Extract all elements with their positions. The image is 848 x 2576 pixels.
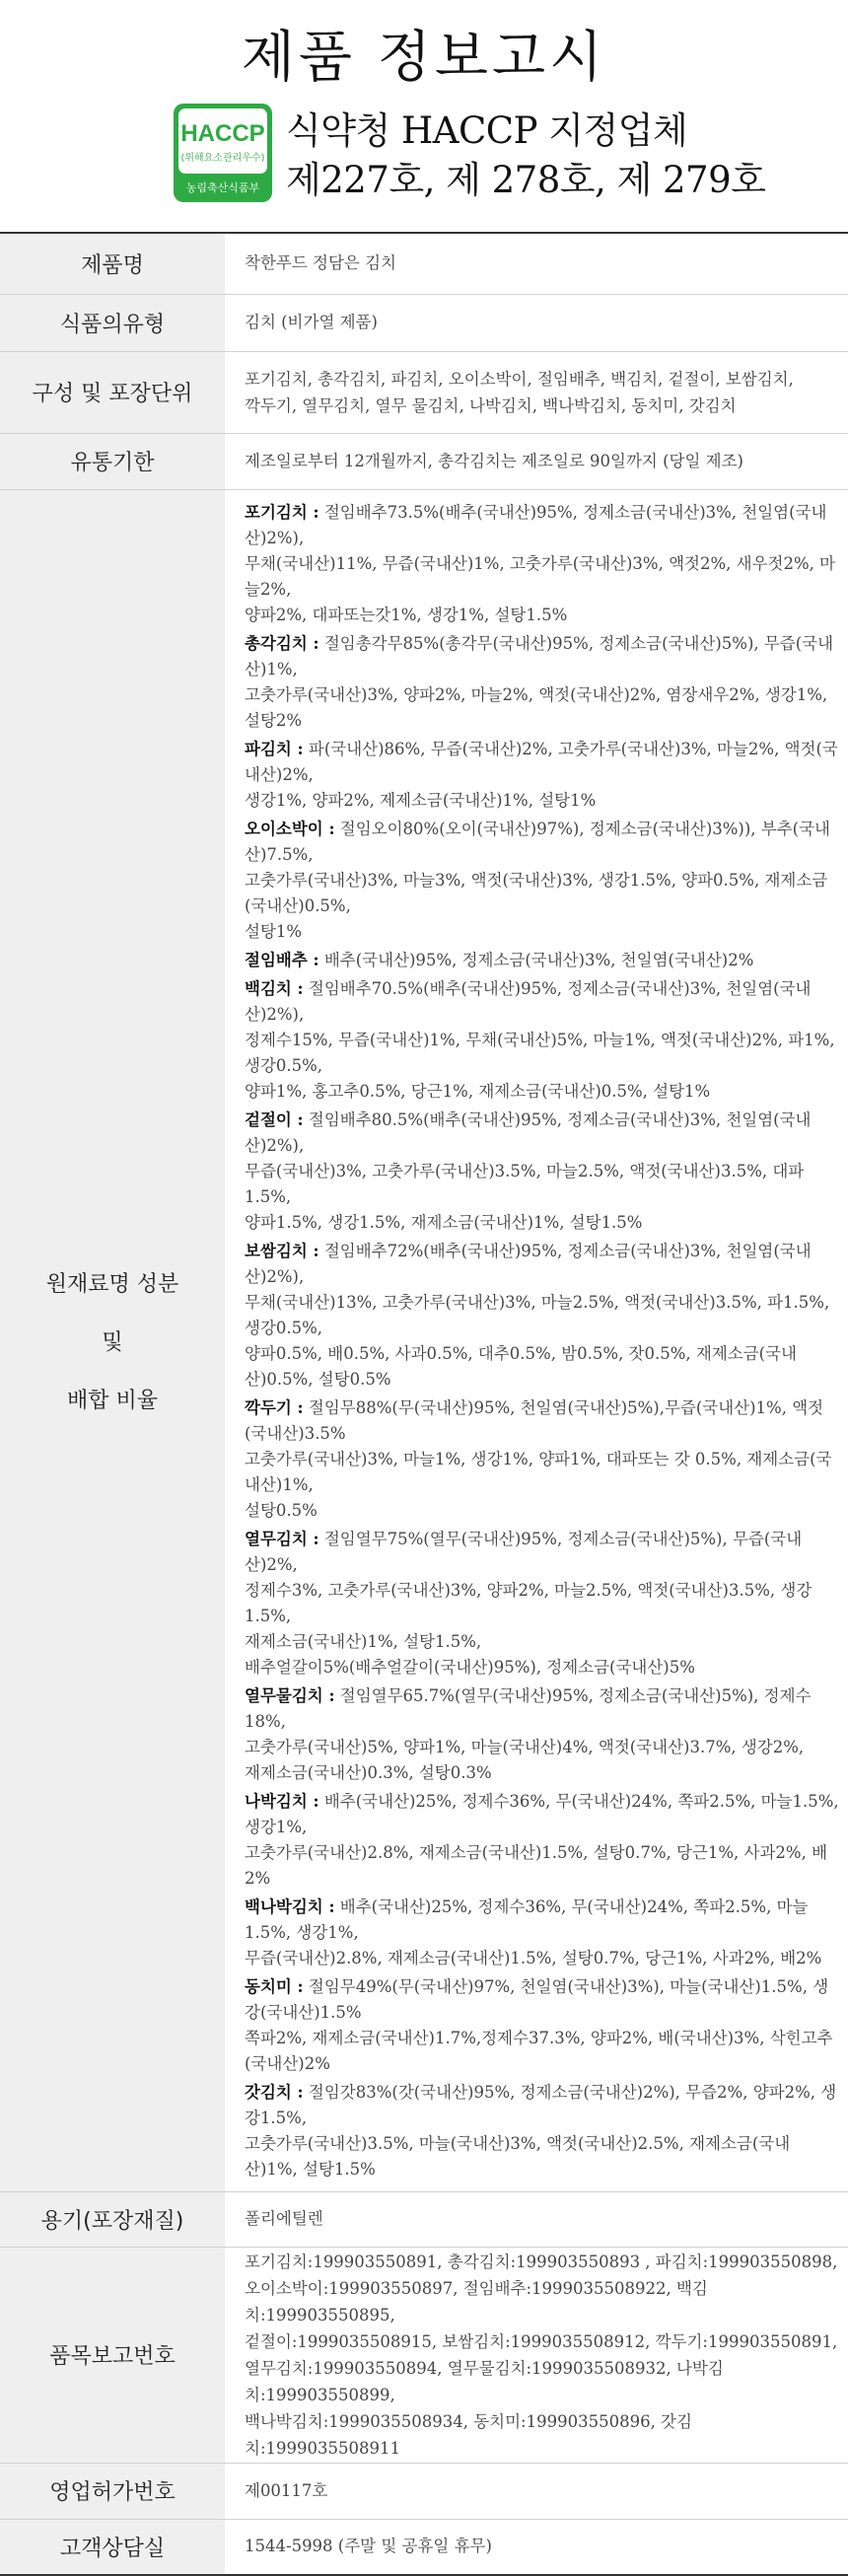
ingredient-line: [245, 1840, 842, 1892]
ingredient-line: [245, 1498, 842, 1524]
ingredient-name: 백김치 :: [245, 978, 304, 998]
ingredient-text: 절임배추73.5%(배추(국내산)95%, 정제소금(국내산)3%, 천일염(국내산)2%),: [245, 502, 827, 547]
row-ingredients: [0, 489, 848, 2191]
value-business-license: 제00117호: [225, 2463, 848, 2519]
ingredient-item: [245, 1108, 842, 1236]
composition-line: 포기김치, 총각김치, 파김치, 오이소박이, 절임배추, 백김치, 겉절이, 보쌈김치,: [245, 369, 794, 389]
ingredient-text: 절임배추80.5%(배추(국내산)95%, 정제소금(국내산)3%, 천일염(국내산)2%),: [245, 1109, 812, 1155]
ingredient-text: 절임배추72%(배추(국내산)95%, 정제소금(국내산)3%, 천일염(국내산)2%),: [245, 1241, 812, 1286]
ingredient-text: 고춧가루(국내산)3%, 마늘1%, 생강1%, 양파1%, 대파또는 갓 0.5%, 재제소금(국내산)1%,: [245, 1449, 832, 1494]
ingredient-line: [245, 1895, 842, 1946]
ingredients-label-line: 원재료명 성분: [45, 1271, 179, 1297]
ingredient-text: 생강1%, 양파2%, 제제소금(국내산)1%, 설탕1%: [245, 790, 597, 810]
ingredient-line: [245, 682, 842, 734]
row-business-license: [0, 2463, 848, 2519]
ingredient-line: [245, 1341, 842, 1393]
row-container: [0, 2191, 848, 2247]
ingredient-text: 무즙(국내산)2.8%, 재제소금(국내산)1.5%, 설탕0.7%, 당근1%, 사과2%, 배2%: [245, 1948, 822, 1968]
row-report-number: [0, 2247, 848, 2463]
ingredient-line: [245, 1210, 842, 1236]
row-customer-service: [0, 2519, 848, 2575]
ingredient-line: [245, 1655, 842, 1681]
ingredient-line: [245, 1290, 842, 1341]
row-composition: [0, 351, 848, 433]
ingredient-line: [245, 1527, 842, 1578]
ingredient-text: 양파0.5%, 배0.5%, 사과0.5%, 대추0.5%, 밤0.5%, 잣0.5%, 재제소금(국내산)0.5%, 설탕0.5%: [245, 1343, 797, 1389]
ingredient-name: 파김치 :: [245, 739, 304, 758]
ingredients-list: [225, 489, 848, 2191]
ingredient-text: 설탕1%: [245, 921, 303, 941]
ingredient-line: [245, 1028, 842, 1079]
haccp-logo-subtext: (위해요소관리우수): [180, 153, 265, 164]
value-product-name: 착한푸드 정담은 김치: [225, 233, 848, 294]
ingredient-line: [245, 2131, 842, 2182]
ingredient-text: 절임총각무85%(총각무(국내산)95%, 정제소금(국내산)5%), 무즙(국내산)1%,: [245, 633, 834, 679]
ingredient-line: [245, 919, 842, 945]
value-shelf-life: 제조일로부터 12개월까지, 총각김치는 제조일로 90일까지 (당일 제조): [225, 433, 848, 489]
ingredient-name: 보쌈김치 :: [245, 1241, 319, 1260]
ingredient-line: [245, 1683, 842, 1735]
ingredient-line: [245, 817, 842, 868]
ingredient-name: 깍두기 :: [245, 1397, 304, 1417]
label-product-name: 제품명: [0, 233, 225, 294]
certification-line-1: 식약청 HACCP 지정업체: [286, 109, 688, 152]
ingredient-text: 절임열무75%(열무(국내산)95%, 정제소금(국내산)5%), 무즙(국내산)2%,: [245, 1529, 803, 1574]
ingredient-line: [245, 1447, 842, 1498]
page-title: 제품 정보고시: [241, 26, 607, 90]
haccp-logo: [174, 104, 272, 202]
ingredient-text: 재제소금(국내산)1%, 설탕1.5%,: [245, 1631, 482, 1651]
ingredient-text: 절임오이80%(오이(국내산)97%), 정제소금(국내산)3%)), 부추(국내산)7.5%,: [245, 819, 830, 864]
ingredient-item: [245, 1527, 842, 1681]
certification-line-2: 제227호, 제 278호, 제 279호: [286, 159, 766, 201]
ingredient-name: 열무김치 :: [245, 1529, 319, 1548]
ingredient-name: 백나박김치 :: [245, 1896, 335, 1916]
ingredient-line: [245, 788, 842, 814]
label-report-number: 품목보고번호: [0, 2247, 225, 2463]
ingredient-name: 오이소박이 :: [245, 819, 335, 838]
ingredient-line: [245, 1629, 842, 1655]
ingredient-line: [245, 1079, 842, 1105]
ingredient-line: [245, 500, 842, 551]
haccp-logo-ministry: 농림축산식품부: [185, 181, 260, 194]
ingredient-text: 파(국내산)86%, 무즙(국내산)2%, 고춧가루(국내산)3%, 마늘2%, 액젓(국내산)2%,: [245, 739, 838, 784]
ingredient-item: [245, 2080, 842, 2182]
ingredient-line: [245, 1735, 842, 1760]
row-food-type: [0, 294, 848, 351]
ingredient-text: 배추(국내산)95%, 정제소금(국내산)3%, 천일염(국내산)2%: [318, 950, 754, 969]
ingredient-text: 배추(국내산)25%, 정제수36%, 무(국내산)24%, 쪽파2.5%, 마늘1.5%, 생강1%,: [245, 1896, 809, 1942]
ingredient-item: [245, 1395, 842, 1524]
ingredient-item: [245, 737, 842, 814]
ingredient-line: [245, 737, 842, 788]
ingredient-text: 고춧가루(국내산)2.8%, 재제소금(국내산)1.5%, 설탕0.7%, 당근1%, 사과2%, 배2%: [245, 1842, 828, 1888]
ingredient-name: 동치미 :: [245, 1976, 304, 1996]
ingredient-text: 절임갓83%(갓(국내산)95%, 정제소금(국내산)2%), 무즙2%, 양파2%, 생강1.5%,: [245, 2082, 837, 2127]
ingredients-label-line: 및: [102, 1329, 123, 1355]
ingredient-item: [245, 631, 842, 734]
ingredient-text: 정제수15%, 무즙(국내산)1%, 무채(국내산)5%, 마늘1%, 액젓(국내산)2%, 파1%, 생강0.5%,: [245, 1030, 835, 1075]
ingredient-text: 고춧가루(국내산)3%, 양파2%, 마늘2%, 액젓(국내산)2%, 염장새우2%, 생강1%, 설탕2%: [245, 684, 828, 730]
ingredient-line: [245, 1395, 842, 1447]
ingredient-text: 양파1.5%, 생강1.5%, 재제소금(국내산)1%, 설탕1.5%: [245, 1212, 643, 1232]
ingredient-item: [245, 976, 842, 1105]
value-composition: [225, 351, 848, 433]
ingredient-item: [245, 1239, 842, 1393]
ingredient-item: [245, 1974, 842, 2077]
ingredient-line: [245, 1108, 842, 1159]
label-business-license: 영업허가번호: [0, 2463, 225, 2519]
product-info-table: [0, 232, 848, 2576]
ingredient-text: 절임무88%(무(국내산)95%, 천일염(국내산)5%),무즙(국내산)1%, 액젓(국내산)3.5%: [245, 1397, 824, 1443]
row-product-name: [0, 233, 848, 294]
value-report-number: [225, 2247, 848, 2463]
report-number-line: 오이소박이:199903550897, 절임배추:1999035508922, 백김치:199903550895,: [245, 2278, 708, 2325]
row-shelf-life: [0, 433, 848, 489]
ingredient-text: 배추(국내산)25%, 정제수36%, 무(국내산)24%, 쪽파2.5%, 마늘1.5%, 생강1%,: [245, 1791, 839, 1836]
ingredient-name: 열무물김치 :: [245, 1685, 335, 1705]
ingredient-line: [245, 1760, 842, 1786]
ingredient-line: [245, 976, 842, 1028]
ingredient-line: [245, 2026, 842, 2077]
value-container: 폴리에틸렌: [225, 2191, 848, 2247]
ingredient-line: [245, 551, 842, 603]
ingredient-text: 재제소금(국내산)0.3%, 설탕0.3%: [245, 1762, 492, 1782]
ingredient-item: [245, 948, 842, 973]
ingredient-name: 겉절이 :: [245, 1109, 304, 1129]
ingredient-line: [245, 1974, 842, 2026]
ingredient-line: [245, 603, 842, 628]
report-number-line: 열무김치:199903550894, 열무물김치:1999035508932, 나박김치:199903550899,: [245, 2358, 724, 2404]
label-ingredients: [0, 489, 225, 2191]
report-number-line: 백나박김치:1999035508934, 동치미:199903550896, 갓김치:1999035508911: [245, 2411, 692, 2458]
ingredient-text: 절임열무65.7%(열무(국내산)95%, 정제소금(국내산)5%), 정제수18%,: [245, 1685, 812, 1731]
haccp-certification: [286, 107, 765, 205]
ingredient-line: [245, 2080, 842, 2131]
ingredient-text: 무채(국내산)13%, 고춧가루(국내산)3%, 마늘2.5%, 액젓(국내산)3.5%, 파1.5%, 생강0.5%,: [245, 1292, 830, 1337]
ingredient-line: [245, 1578, 842, 1629]
ingredient-item: [245, 1683, 842, 1786]
ingredient-item: [245, 817, 842, 945]
ingredient-name: 포기김치 :: [245, 502, 319, 522]
label-composition: 구성 및 포장단위: [0, 351, 225, 433]
value-food-type: 김치 (비가열 제품): [225, 294, 848, 351]
label-shelf-life: 유통기한: [0, 433, 225, 489]
ingredient-text: 설탕0.5%: [245, 1500, 318, 1520]
ingredient-text: 무채(국내산)11%, 무즙(국내산)1%, 고춧가루(국내산)3%, 액젓2%, 새우젓2%, 마늘2%,: [245, 553, 836, 599]
ingredient-line: [245, 1789, 842, 1840]
ingredient-text: 절임배추70.5%(배추(국내산)95%, 정제소금(국내산)3%, 천일염(국내산)2%),: [245, 978, 812, 1024]
ingredient-text: 고춧가루(국내산)5%, 양파1%, 마늘(국내산)4%, 액젓(국내산)3.7%, 생강2%,: [245, 1737, 805, 1756]
ingredient-text: 배추얼갈이5%(배추얼갈이(국내산)95%), 정제소금(국내산)5%: [245, 1657, 695, 1677]
ingredient-line: [245, 948, 842, 973]
ingredient-text: 고춧가루(국내산)3.5%, 마늘(국내산)3%, 액젓(국내산)2.5%, 재제소금(국내산)1%, 설탕1.5%: [245, 2133, 791, 2179]
ingredient-text: 정제수3%, 고춧가루(국내산)3%, 양파2%, 마늘2.5%, 액젓(국내산)3.5%, 생강1.5%,: [245, 1580, 813, 1625]
ingredient-item: [245, 1895, 842, 1971]
ingredient-line: [245, 1159, 842, 1210]
ingredient-name: 절임배추 :: [245, 950, 319, 969]
haccp-logo-text: HACCP: [180, 120, 265, 147]
ingredient-item: [245, 1789, 842, 1892]
ingredient-text: 양파1%, 홍고추0.5%, 당근1%, 재제소금(국내산)0.5%, 설탕1%: [245, 1081, 711, 1101]
ingredient-text: 양파2%, 대파또는갓1%, 생강1%, 설탕1.5%: [245, 605, 568, 624]
value-customer-service: 1544-5998 (주말 및 공휴일 휴무): [225, 2519, 848, 2575]
label-customer-service: 고객상담실: [0, 2519, 225, 2575]
ingredient-name: 총각김치 :: [245, 633, 319, 653]
ingredient-name: 갓김치 :: [245, 2082, 304, 2102]
ingredient-text: 쪽파2%, 재제소금(국내산)1.7%,정제수37.3%, 양파2%, 배(국내산)3%, 삭힌고추(국내산)2%: [245, 2028, 833, 2073]
ingredient-line: [245, 1239, 842, 1290]
ingredient-text: 절임무49%(무(국내산)97%, 천일염(국내산)3%), 마늘(국내산)1.5%, 생강(국내산)1.5%: [245, 1976, 829, 2022]
label-food-type: 식품의유형: [0, 294, 225, 351]
ingredients-label-line: 배합 비율: [66, 1388, 158, 1413]
ingredient-line: [245, 1946, 842, 1971]
ingredient-line: [245, 631, 842, 682]
report-number-line: 포기김치:199903550891, 총각김치:199903550893 , 파김치:199903550898,: [245, 2252, 838, 2271]
ingredient-line: [245, 868, 842, 919]
ingredient-text: 고춧가루(국내산)3%, 마늘3%, 액젓(국내산)3%, 생강1.5%, 양파0.5%, 재제소금(국내산)0.5%,: [245, 870, 828, 915]
composition-line: 깍두기, 열무김치, 열무 물김치, 나박김치, 백나박김치, 동치미, 갓김치: [245, 395, 737, 415]
label-container: 용기(포장재질): [0, 2191, 225, 2247]
ingredient-name: 나박김치 :: [245, 1791, 319, 1811]
ingredient-text: 무즙(국내산)3%, 고춧가루(국내산)3.5%, 마늘2.5%, 액젓(국내산)3.5%, 대파1.5%,: [245, 1161, 805, 1206]
ingredient-item: [245, 500, 842, 628]
report-number-line: 겉절이:1999035508915, 보쌈김치:1999035508912, 깍두기:199903550891,: [245, 2331, 838, 2351]
